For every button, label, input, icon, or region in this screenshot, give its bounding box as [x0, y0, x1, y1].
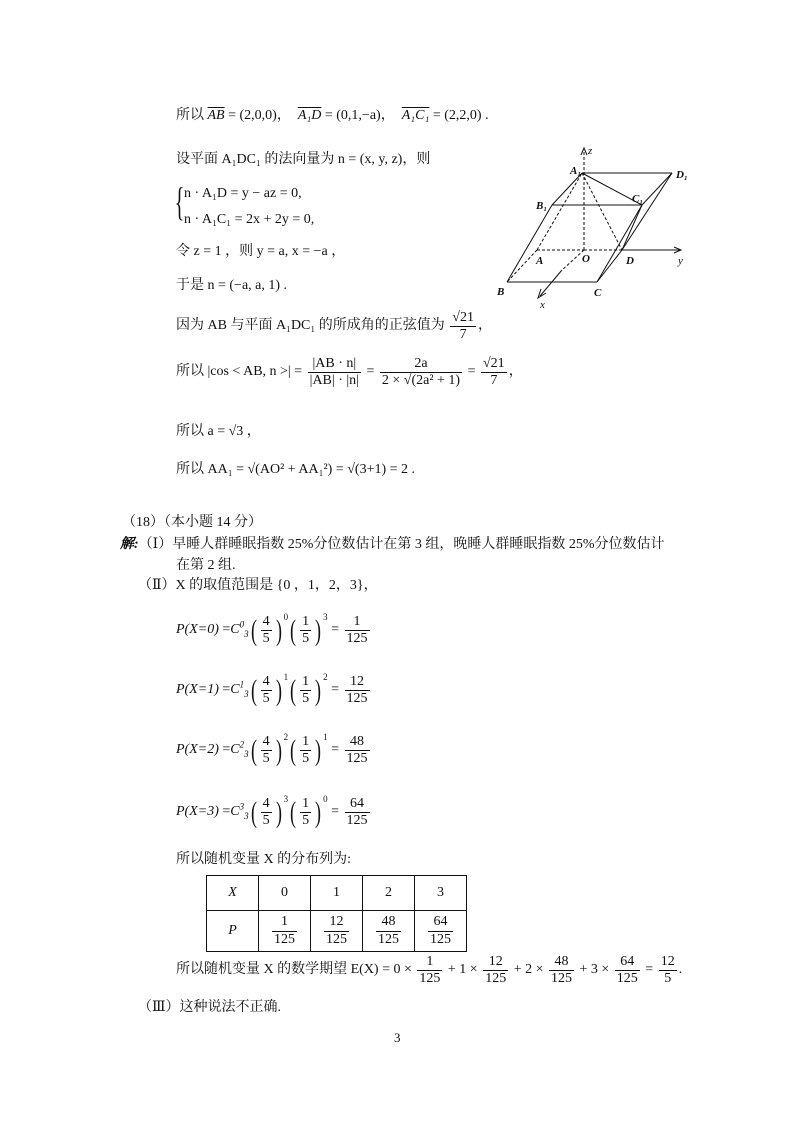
label-z: z: [588, 145, 593, 157]
table-cell: P: [207, 911, 259, 952]
power-1: 2: [283, 731, 289, 742]
label-B: B: [497, 286, 505, 298]
expect-frac: $\frac{1}{125}$: [419, 954, 441, 987]
label-D: D: [626, 255, 634, 267]
sine-den: 7: [459, 327, 467, 343]
label-O: O: [582, 253, 590, 265]
comb-c: $C^0_3$: [230, 619, 249, 639]
prob-lhs: P(X=3): [176, 804, 219, 820]
table-cell: 1: [311, 876, 363, 911]
q18-part3: （Ⅲ）这种说法不正确.: [138, 1000, 282, 1015]
prob-lhs: P(X=0): [176, 622, 219, 638]
page-number: 3: [394, 1030, 401, 1045]
table-row: [207, 876, 467, 911]
vector-ab: $\overline{AB}$: [207, 108, 225, 123]
distribution-table: [206, 875, 467, 952]
table-cell: [415, 911, 467, 952]
label-C: C: [594, 287, 602, 299]
power-1: 1: [283, 671, 289, 682]
probability-line: $P(X=3) =C^3_3$( $\frac{4}{5}$ ) $^3$( $\frac{1}{5}$ ) $^0$ = $\frac{64}{125}$: [176, 793, 368, 829]
cos-frac2-num: 2a: [380, 356, 462, 373]
label-A1: A₁: [570, 165, 582, 177]
label-B1: B₁: [536, 200, 548, 212]
sine-num: √21: [450, 310, 476, 327]
vector-a1c1-value: = (2,2,0) .: [432, 108, 489, 123]
cos-frac1-num: |AB · n|: [308, 356, 361, 373]
prob-result: $\frac{64}{125}$: [346, 796, 368, 829]
vector-a1d: A₁D: [297, 108, 322, 123]
vector-line: 所以 $\overline{AB} = (2,0,0)$， A₁D = (0,1,−a)， A₁C₁ = (2,2,0) .: [176, 108, 489, 123]
power-2: 1: [323, 731, 328, 742]
power-1: 3: [283, 793, 289, 804]
label-C1: C₁: [632, 193, 644, 205]
cos-frac1-den: |AB| · |n|: [309, 373, 359, 389]
table-cell: 2: [363, 876, 415, 911]
power-2: 0: [323, 793, 328, 804]
power-1: 0: [283, 611, 289, 622]
label-y: y: [678, 255, 683, 267]
q18-part1-line2: 在第 2 组.: [176, 558, 236, 573]
cos-frac3-den: 7: [490, 373, 498, 389]
label-x: x: [540, 299, 545, 311]
cos-frac2-den: 2 × √(2a² + 1): [381, 373, 461, 389]
comb-c: $C^1_3$: [230, 679, 249, 699]
expect-frac: $\frac{48}{125}$: [550, 954, 572, 987]
table-cell: [311, 911, 363, 952]
p-num: 1: [272, 914, 297, 931]
x-axis: [562, 250, 584, 270]
label-A: A: [536, 255, 544, 267]
table-cell: 0: [259, 876, 311, 911]
power-2: 3: [323, 611, 328, 622]
p-den: 125: [274, 931, 295, 947]
brace: {: [174, 179, 185, 224]
cos-line: 所以 |cos < AB, n >| = $\frac{|AB \cdot n|}{|AB| \cdot |n|}$ = $\frac{2a}{\text{2 × √(2a² + 1)}}$ = $\frac{√21}{7}$ ，: [176, 356, 523, 389]
dist-intro: 所以随机变量 X 的分布列为:: [176, 852, 351, 867]
p-num: 48: [376, 914, 401, 931]
vector-a1c1: A₁C₁: [401, 108, 430, 123]
solve-label: 解:: [120, 537, 139, 552]
comb-c: $C^2_3$: [230, 739, 249, 759]
p-den: 125: [430, 931, 451, 947]
table-row: [207, 911, 467, 952]
normal-vector-result: 于是 n = (−a, a, 1) .: [176, 278, 288, 293]
cos-frac1: [308, 356, 361, 389]
prob-lhs: P(X=2): [176, 742, 219, 758]
cos-eq: =: [366, 364, 375, 380]
expect-frac: $\frac{64}{125}$: [616, 954, 638, 987]
expectation-line: 所以随机变量 X 的数学期望 E(X) = 0 × $\frac{1}{125}$ + 1 × $\frac{12}{125}$ + 2 × $\frac{48}{125}$ + 3 × $\frac{64}{125}$ = $\frac{12}{5}$ .: [176, 954, 683, 987]
q18-part1-line1: [120, 537, 665, 554]
expect-result: $\frac{12}{5}$: [660, 954, 675, 987]
sine-line: 因为 AB 与平面 A₁DC₁ 的所成角的正弦值为 $\frac{√21}{7}$ ，: [176, 310, 492, 343]
aa1-line: 所以 AA₁ = √(AO² + AA₁²) = √(3+1) = 2 .: [176, 462, 416, 477]
p-den: 125: [378, 931, 399, 947]
normal-vector-intro: 设平面 A₁DC₁ 的法向量为 n = (x, y, z)，则: [176, 152, 431, 167]
q18-header: （18）（本小题 14 分）: [122, 515, 262, 530]
table-cell: [259, 911, 311, 952]
prism-figure: [492, 140, 692, 315]
vector-ab-value: = (2,0,0): [228, 108, 277, 123]
q18-part2: （Ⅱ）X 的取值范围是 {0 ，1，2，3}，: [138, 578, 378, 593]
part1-text: （Ⅰ）早睡人群睡眠指数 25%分位数估计在第 3 组，晚睡人群睡眠指数 25%分位数估计: [138, 537, 665, 552]
system-eq2: n · A₁C₁ = 2x + 2y = 0,: [184, 212, 315, 227]
vector-a1d-value: = (0,1,−a): [324, 108, 381, 123]
prob-result: $\frac{1}{125}$: [346, 614, 368, 647]
power-2: 2: [323, 671, 328, 682]
prob-result: $\frac{12}{125}$: [346, 674, 368, 707]
cos-frac3-num: √21: [481, 356, 507, 373]
prob-lhs: P(X=1): [176, 682, 219, 698]
p-num: 64: [428, 914, 453, 931]
table-cell: 3: [415, 876, 467, 911]
a-value-line: 所以 a = √3 ，: [176, 424, 261, 439]
sine-text: 因为 AB 与平面 A₁DC₁ 的所成角的正弦值为: [176, 318, 445, 334]
sine-fraction: [450, 310, 476, 343]
vector-prefix: 所以: [176, 108, 204, 123]
probability-line: $P(X=0) =C^0_3$( $\frac{4}{5}$ ) $^0$( $\frac{1}{5}$ ) $^3$ = $\frac{1}{125}$: [176, 611, 368, 647]
expect-prefix: 所以随机变量 X 的数学期望 E(X) = 0 ×: [176, 962, 412, 978]
p-num: 12: [324, 914, 349, 931]
table-cell: [363, 911, 415, 952]
cos-frac2: [380, 356, 462, 389]
cos-frac3: [481, 356, 507, 389]
system-eq1: n · A₁D = y − az = 0,: [184, 186, 302, 201]
let-z-line: 令 z = 1 ，则 y = a, x = −a ，: [176, 244, 346, 259]
table-cell: X: [207, 876, 259, 911]
comb-c: $C^3_3$: [230, 801, 249, 821]
p-den: 125: [326, 931, 347, 947]
probability-line: $P(X=1) =C^1_3$( $\frac{4}{5}$ ) $^1$( $\frac{1}{5}$ ) $^2$ = $\frac{12}{125}$: [176, 671, 368, 707]
label-D1: D₁: [676, 169, 688, 181]
cos-prefix: 所以 |cos < AB, n >| =: [176, 364, 303, 380]
expect-frac: $\frac{12}{125}$: [485, 954, 507, 987]
probability-line: $P(X=2) =C^2_3$( $\frac{4}{5}$ ) $^2$( $\frac{1}{5}$ ) $^1$ = $\frac{48}{125}$: [176, 731, 368, 767]
prob-result: $\frac{48}{125}$: [346, 734, 368, 767]
